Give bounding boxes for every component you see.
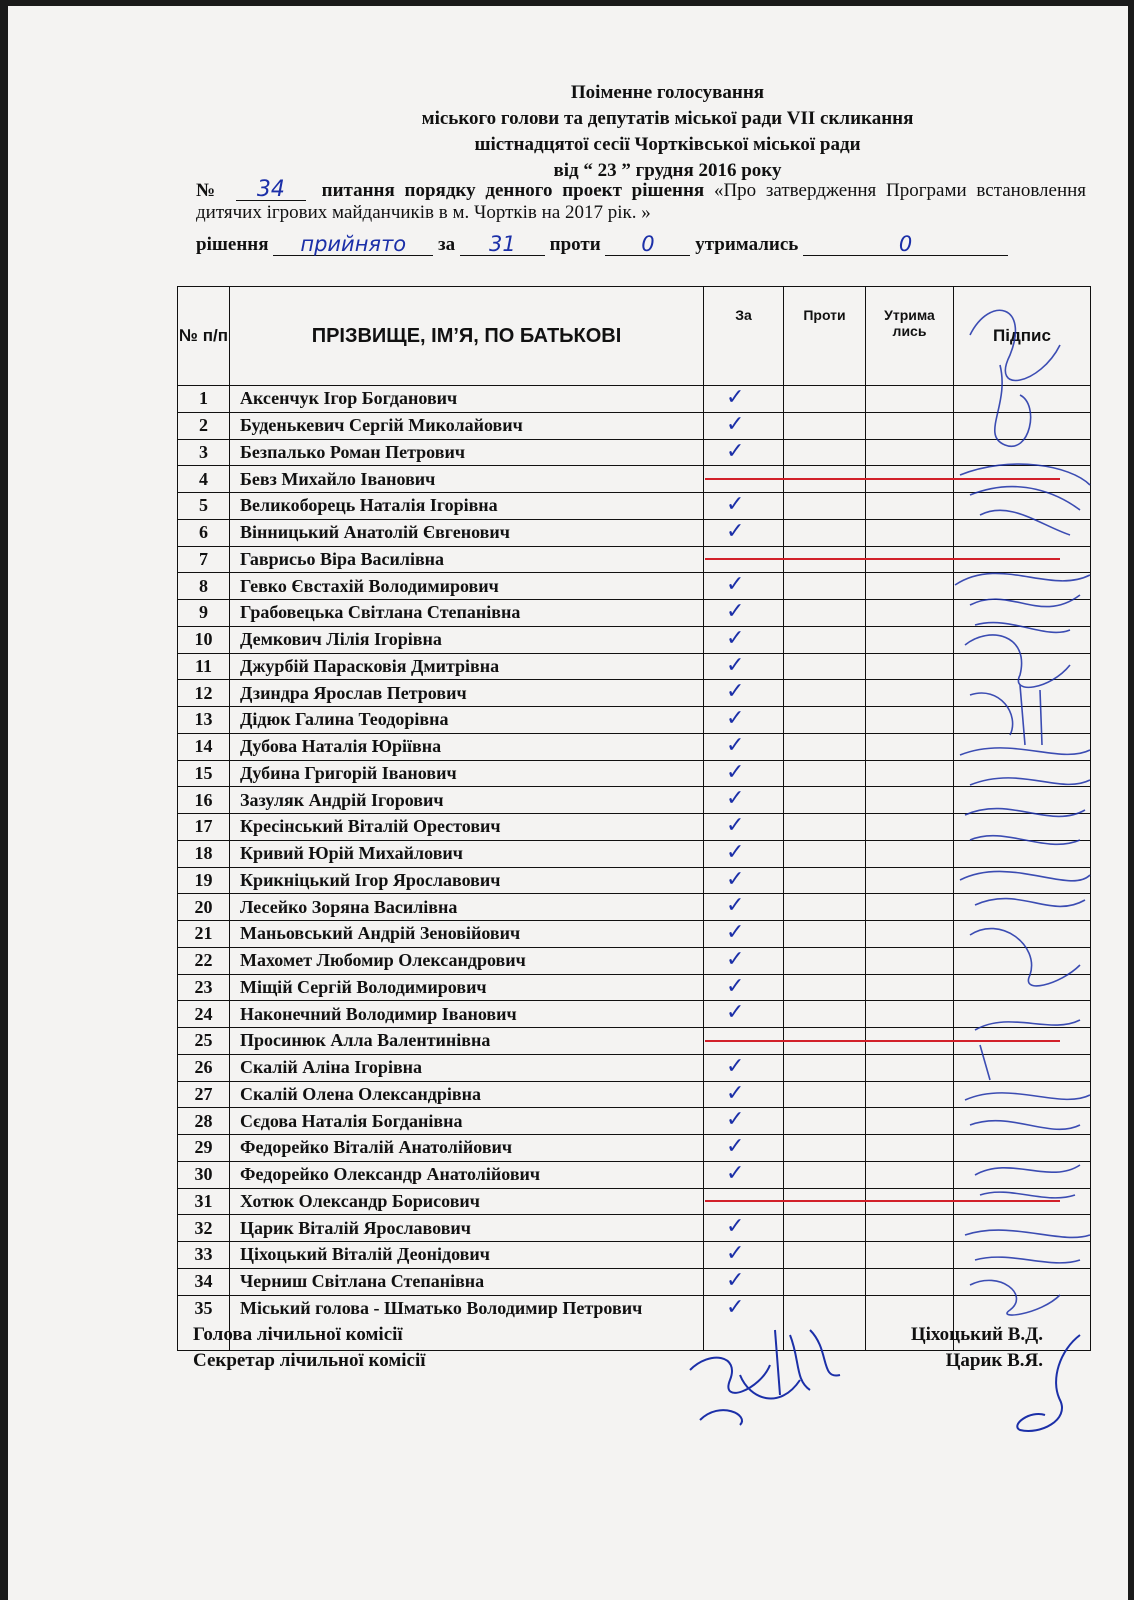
row-utrymalys-cell [866,1242,954,1269]
decision-value-handwritten: прийнято [273,233,433,256]
checkmark-icon: ✓ [726,411,745,437]
row-utrymalys-cell [866,867,954,894]
za-count-handwritten: 31 [460,233,545,256]
absent-strike-line [705,558,1060,560]
row-name: Ціхоцький Віталій Деонідович [230,1242,704,1269]
row-utrymalys-cell [866,519,954,546]
absent-strike-line [705,478,1060,480]
row-name: Федорейко Олександр Анатолійович [230,1161,704,1188]
footer-row-chair [193,1322,1043,1348]
row-number: 12 [178,680,230,707]
checkmark-icon: ✓ [726,706,745,731]
commission-signatures [680,1320,850,1430]
row-utrymalys-cell [866,760,954,787]
row-number: 32 [178,1215,230,1242]
row-proty-cell [784,412,866,439]
row-utrymalys-cell [866,680,954,707]
row-za-cell [704,867,784,894]
row-name: Махомет Любомир Олександрович [230,947,704,974]
decision-label: рішення [196,234,269,255]
row-number: 25 [178,1028,230,1055]
scan-edge-top [0,0,1134,6]
row-utrymalys-cell [866,573,954,600]
secretary-label: Секретар лічильної комісії [193,1350,426,1371]
row-proty-cell [784,680,866,707]
row-za-cell [704,600,784,627]
row-number: 34 [178,1268,230,1295]
utrymalys-label: утримались [695,234,799,255]
row-number: 31 [178,1188,230,1215]
row-utrymalys-cell [866,1108,954,1135]
row-proty-cell [784,921,866,948]
row-number: 7 [178,546,230,573]
row-number: 16 [178,787,230,814]
signature-scribbles-column [950,295,1100,1320]
row-utrymalys-cell [866,707,954,734]
row-number: 23 [178,974,230,1001]
row-number: 2 [178,412,230,439]
title-line-3: шістнадцятої сесії Чортківської міської ради [474,134,861,155]
checkmark-icon: ✓ [726,572,745,598]
row-number: 3 [178,439,230,466]
footer-commission [193,1322,1043,1374]
row-proty-cell [784,1215,866,1242]
row-name: Міщій Сергій Володимирович [230,974,704,1001]
checkmark-icon: ✓ [726,1160,745,1186]
row-proty-cell [784,573,866,600]
footer-row-secretary [193,1348,1043,1374]
row-name: Царик Віталій Ярославович [230,1215,704,1242]
row-number: 19 [178,867,230,894]
row-za-cell [704,412,784,439]
checkmark-icon: ✓ [726,866,745,892]
row-za-cell [704,974,784,1001]
row-za-cell [704,493,784,520]
row-proty-cell [784,1108,866,1135]
title-line-4: від “ 23 ” грудня 2016 року [553,160,782,181]
row-number: 33 [178,1242,230,1269]
row-utrymalys-cell [866,1268,954,1295]
header-proty: Проти [784,287,866,386]
scan-edge-right [1128,0,1134,1600]
row-name: Дубова Наталія Юріївна [230,733,704,760]
header-za: За [704,287,784,386]
row-proty-cell [784,974,866,1001]
header-num: № п/п [178,287,230,386]
row-za-cell [704,707,784,734]
checkmark-icon: ✓ [726,813,745,838]
row-name: Гаврисьо Віра Василівна [230,546,704,573]
checkmark-icon: ✓ [726,1080,745,1106]
row-za-cell [704,626,784,653]
checkmark-icon: ✓ [726,438,745,464]
row-za-cell [704,1054,784,1081]
row-proty-cell [784,600,866,627]
row-name: Просинюк Алла Валентинівна [230,1028,704,1055]
row-name: Великоборець Наталія Ігорівна [230,493,704,520]
row-proty-cell [784,1242,866,1269]
row-utrymalys-cell [866,1081,954,1108]
row-za-cell [704,519,784,546]
row-number: 14 [178,733,230,760]
za-label: за [438,234,456,255]
row-number: 6 [178,519,230,546]
row-proty-cell [784,760,866,787]
row-name: Джурбій Парасковія Дмитрівна [230,653,704,680]
checkmark-icon: ✓ [726,385,745,410]
row-proty-cell [784,1135,866,1162]
row-proty-cell [784,1081,866,1108]
row-utrymalys-cell [866,439,954,466]
row-name: Скалій Аліна Ігорівна [230,1054,704,1081]
row-utrymalys-cell [866,921,954,948]
row-za-cell [704,1161,784,1188]
row-za-cell [704,1108,784,1135]
chair-name: Ціхоцький В.Д. [910,1324,1043,1345]
checkmark-icon: ✓ [726,1214,745,1240]
row-number: 27 [178,1081,230,1108]
scan-edge-left [0,0,8,1600]
row-za-cell [704,787,784,814]
row-utrymalys-cell [866,974,954,1001]
row-number: 13 [178,707,230,734]
checkmark-icon: ✓ [726,1267,745,1293]
row-number: 10 [178,626,230,653]
checkmark-icon: ✓ [726,1134,745,1159]
checkmark-icon: ✓ [726,893,745,919]
row-za-cell [704,814,784,841]
row-proty-cell [784,493,866,520]
row-proty-cell [784,439,866,466]
row-za-cell [704,573,784,600]
question-text-bold: питання порядку денного проект рішення [321,180,705,201]
checkmark-icon: ✓ [726,839,745,865]
checkmark-icon: ✓ [726,518,745,544]
row-number: 18 [178,840,230,867]
row-name: Скалій Олена Олександрівна [230,1081,704,1108]
row-proty-cell [784,1161,866,1188]
row-proty-cell [784,626,866,653]
row-number: 35 [178,1295,230,1350]
row-name: Вінницький Анатолій Євгенович [230,519,704,546]
row-za-cell [704,921,784,948]
row-name: Наконечний Володимир Іванович [230,1001,704,1028]
row-number: 26 [178,1054,230,1081]
row-utrymalys-cell [866,894,954,921]
row-name: Дідюк Галина Теодорівна [230,707,704,734]
row-utrymalys-cell [866,1215,954,1242]
row-proty-cell [784,894,866,921]
row-za-cell [704,1081,784,1108]
header-pidpys: Підпис [954,287,1091,386]
agenda-question [196,177,1087,224]
header-name: ПРІЗВИЩЕ, ІМ’Я, ПО БАТЬКОВІ [230,287,704,386]
row-name: Аксенчук Ігор Богданович [230,386,704,413]
header-utrymalys: Утрима лись [866,287,954,386]
row-proty-cell [784,519,866,546]
row-number: 30 [178,1161,230,1188]
row-number: 4 [178,466,230,493]
row-utrymalys-cell [866,787,954,814]
row-number: 20 [178,894,230,921]
row-number: 8 [178,573,230,600]
row-za-cell [704,386,784,413]
question-number-handwritten: 34 [236,180,306,201]
checkmark-icon: ✓ [726,946,745,972]
decision-line [196,233,1086,256]
utrymalys-count-handwritten: 0 [803,233,1008,256]
row-name: Гевко Євстахій Володимирович [230,573,704,600]
checkmark-icon: ✓ [726,759,745,785]
row-proty-cell [784,947,866,974]
checkmark-icon: ✓ [726,679,745,705]
row-utrymalys-cell [866,600,954,627]
row-za-cell [704,1001,784,1028]
row-name: Маньовський Андрій Зеновійович [230,921,704,948]
row-utrymalys-cell [866,1161,954,1188]
row-za-cell [704,653,784,680]
checkmark-icon: ✓ [726,973,745,999]
checkmark-icon: ✓ [726,1107,745,1133]
row-name: Міський голова - Шматько Володимир Петрович [230,1295,704,1350]
row-proty-cell [784,840,866,867]
chair-label: Голова лічильної комісії [193,1324,403,1345]
row-number: 24 [178,1001,230,1028]
proty-count-handwritten: 0 [605,233,690,256]
title-line-2: міського голови та депутатів міської ради VII скликання [421,108,914,129]
row-number: 22 [178,947,230,974]
row-proty-cell [784,1054,866,1081]
row-proty-cell [784,386,866,413]
row-za-cell [704,1215,784,1242]
row-number: 28 [178,1108,230,1135]
row-utrymalys-cell [866,814,954,841]
row-number: 11 [178,653,230,680]
secretary-name: Царик В.Я. [945,1350,1043,1371]
checkmark-icon: ✓ [726,625,745,651]
checkmark-icon: ✓ [726,1241,745,1266]
proty-label: проти [549,234,601,255]
row-utrymalys-cell [866,493,954,520]
row-utrymalys-cell [866,386,954,413]
row-number: 17 [178,814,230,841]
row-utrymalys-cell [866,1054,954,1081]
row-proty-cell [784,653,866,680]
row-proty-cell [784,867,866,894]
checkmark-icon: ✓ [726,1053,745,1079]
checkmark-icon: ✓ [726,1294,745,1320]
row-utrymalys-cell [866,412,954,439]
row-name: Грабовецька Світлана Степанівна [230,600,704,627]
row-name: Бевз Михайло Іванович [230,466,704,493]
row-za-cell [704,894,784,921]
row-za-cell [704,1242,784,1269]
row-number: 15 [178,760,230,787]
absent-strike-line [705,1200,1060,1202]
row-name: Федорейко Віталій Анатолійович [230,1135,704,1162]
row-proty-cell [784,1001,866,1028]
row-name: Кривий Юрій Михайлович [230,840,704,867]
checkmark-icon: ✓ [726,1000,745,1026]
chair-signature [1000,1330,1090,1440]
document-header [190,80,1085,184]
row-za-cell [704,733,784,760]
row-name: Дубина Григорій Іванович [230,760,704,787]
row-number: 21 [178,921,230,948]
checkmark-icon: ✓ [726,599,745,624]
row-name: Безпалько Роман Петрович [230,439,704,466]
row-utrymalys-cell [866,626,954,653]
row-name: Кресінський Віталій Орестович [230,814,704,841]
row-proty-cell [784,1268,866,1295]
row-name: Сєдова Наталія Богданівна [230,1108,704,1135]
row-utrymalys-cell [866,653,954,680]
row-number: 5 [178,493,230,520]
row-proty-cell [784,814,866,841]
checkmark-icon: ✓ [726,492,745,517]
checkmark-icon: ✓ [726,786,745,812]
row-name: Дзиндра Ярослав Петрович [230,680,704,707]
row-utrymalys-cell [866,1135,954,1162]
row-za-cell [704,840,784,867]
question-text-regular: «Про затвердження Програми встановлення дитячих ігрових майданчиків в м. Чортків на 2017 рік. » [196,180,1087,223]
row-name: Хотюк Олександр Борисович [230,1188,704,1215]
row-utrymalys-cell [866,1001,954,1028]
checkmark-icon: ✓ [726,920,745,945]
row-name: Крикніцький Ігор Ярославович [230,867,704,894]
row-za-cell [704,947,784,974]
row-utrymalys-cell [866,733,954,760]
checkmark-icon: ✓ [726,652,745,678]
row-name: Черниш Світлана Степанівна [230,1268,704,1295]
row-za-cell [704,680,784,707]
row-name: Демкович Лілія Ігорівна [230,626,704,653]
checkmark-icon: ✓ [726,732,745,758]
row-proty-cell [784,733,866,760]
row-za-cell [704,1268,784,1295]
row-number: 29 [178,1135,230,1162]
row-za-cell [704,1135,784,1162]
row-utrymalys-cell [866,947,954,974]
row-proty-cell [784,787,866,814]
question-number-prefix: № [196,180,221,201]
row-name: Зазуляк Андрій Ігорович [230,787,704,814]
row-proty-cell [784,707,866,734]
title-line-1: Поіменне голосування [570,82,765,103]
row-number: 9 [178,600,230,627]
row-number: 1 [178,386,230,413]
row-za-cell [704,760,784,787]
row-name: Лесейко Зоряна Василівна [230,894,704,921]
row-za-cell [704,439,784,466]
row-utrymalys-cell [866,840,954,867]
row-name: Буденькевич Сергій Миколайович [230,412,704,439]
absent-strike-line [705,1040,1060,1042]
